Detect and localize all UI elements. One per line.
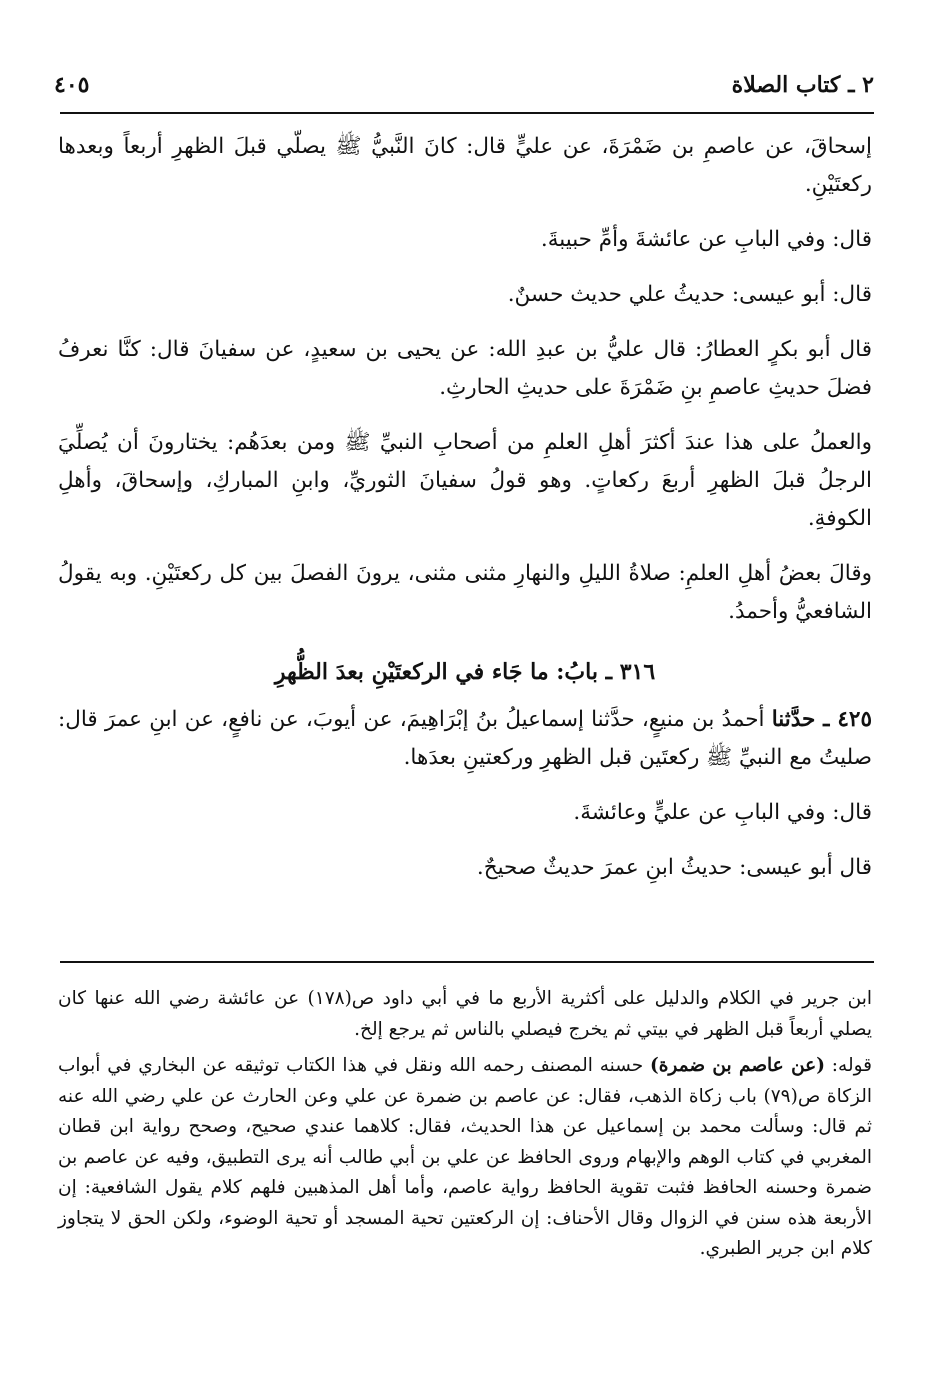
- paragraph: قال أبو بكرٍ العطارُ: قال عليُّ بن عبدِ الله: عن يحيى بن سعيدٍ، عن سفيانَ قال: كنَّا نعرفُ فضلَ حديثِ عاصمِ بنِ ضَمْرَةَ على حديثِ الحارثِ.: [58, 337, 872, 400]
- footnote-citation: (عن عاصم بن ضمرة): [649, 1055, 825, 1076]
- paragraph: قال: وفي البابِ عن عليٍّ وعائشةَ.: [573, 800, 872, 825]
- paragraph: إسحاقَ، عن عاصمِ بن ضَمْرَةَ، عن عليٍّ قال: كانَ النَّبيُّ ﷺ يصلّي قبلَ الظهرِ أربعاً وبعدها ركعتَيْنِ.: [58, 134, 872, 197]
- footnote: ابن جرير في الكلام والدليل على أكثرية الأربع ما في أبي داود ص(١٧٨) عن عائشة رضي الله عنها كان يصلي أربعاً قبل الظهر في بيتي ثم يخرج فيصلي بالناس ثم يرجع إلخ.: [58, 988, 872, 1040]
- footnote-body: حسنه المصنف رحمه الله ونقل في هذا الكتاب توثيقه عن البخاري في أبواب الزكاة ص(٧٩) باب زكاة الذهب، فقال: عن عاصم بن ضمرة عن علي وعن الحارث عن علي رضي الله عنه ثم قال: وسألت محمد بن إسماعيل عن هذا الحديث، فقال: كلاهما عندي صحيح، وصحح رواية ابن قطان المغربي في كتاب الوهم والإبهام وروى الحافظ عن علي بن أبي طالب أنه يرى التطبيق، وفيه عن عاصم بن ضمرة وحسنه الحافظ فثبت تقوية الحافظ رواية عاصم، وأما أهل المذهبين فلهم كلام يقول الشافعية: إن الأربعة هذه سنن في الزوال وقال الأحناف: إن الركعتين تحية المسجد أو تحية الوضوء، ولكن الحق لا يتجاوز كلام ابن جرير الطبري.: [58, 1055, 873, 1259]
- chapter-title: ٢ ـ كتاب الصلاة: [731, 72, 874, 98]
- main-text: [58, 128, 872, 904]
- paragraph: قال: أبو عيسى: حديثُ علي حديث حسنٌ.: [507, 282, 872, 307]
- page-number: ٤٠٥: [54, 72, 90, 98]
- section-heading: ٣١٦ ـ بابُ: ما جَاء في الركعتَيْنِ بعدَ الظُّهرِ: [274, 659, 656, 685]
- footnote-prefix: قوله:: [824, 1055, 872, 1076]
- footnote-divider: [60, 961, 874, 963]
- footnotes: [58, 984, 872, 1271]
- hadith-number: ٤٢٥ ـ حدَّثنا: [771, 707, 872, 732]
- paragraph: قال: وفي البابِ عن عائشةَ وأمِّ حبيبةَ.: [540, 227, 872, 252]
- page-header: [54, 68, 874, 102]
- paragraph: قال أبو عيسى: حديثُ ابنِ عمرَ حديثٌ صحيحٌ.: [476, 855, 872, 880]
- header-divider: [60, 112, 874, 114]
- hadith-text: أحمدُ بن منيعٍ، حدَّثنا إسماعيلُ بنُ إبْرَاهِيمَ، عن أيوبَ، عن نافعٍ، عن ابنِ عمرَ قال: صليتُ مع النبيِّ ﷺ ركعتَين قبل الظهرِ وركعتينِ بعدَها.: [58, 707, 872, 770]
- paragraph: وقالَ بعضُ أهلِ العلمِ: صلاةُ الليلِ والنهارِ مثنى مثنى، يرونَ الفصلَ بين كل ركعتَيْنِ. وبه يقولُ الشافعيُّ وأحمدُ.: [58, 561, 872, 624]
- footnote: [58, 1051, 872, 1265]
- paragraph: والعملُ على هذا عندَ أكثرَ أهلِ العلمِ من أصحابِ النبيِّ ﷺ ومن بعدَهُم: يختارونَ أن يُصلِّيَ الرجلُ قبلَ الظهرِ أربعَ ركعاتٍ. وهو قولُ سفيانَ الثوريِّ، وابنِ المباركِ، وإسحاقَ، وأهلِ الكوفةِ.: [58, 430, 872, 531]
- hadith-paragraph: [58, 701, 872, 777]
